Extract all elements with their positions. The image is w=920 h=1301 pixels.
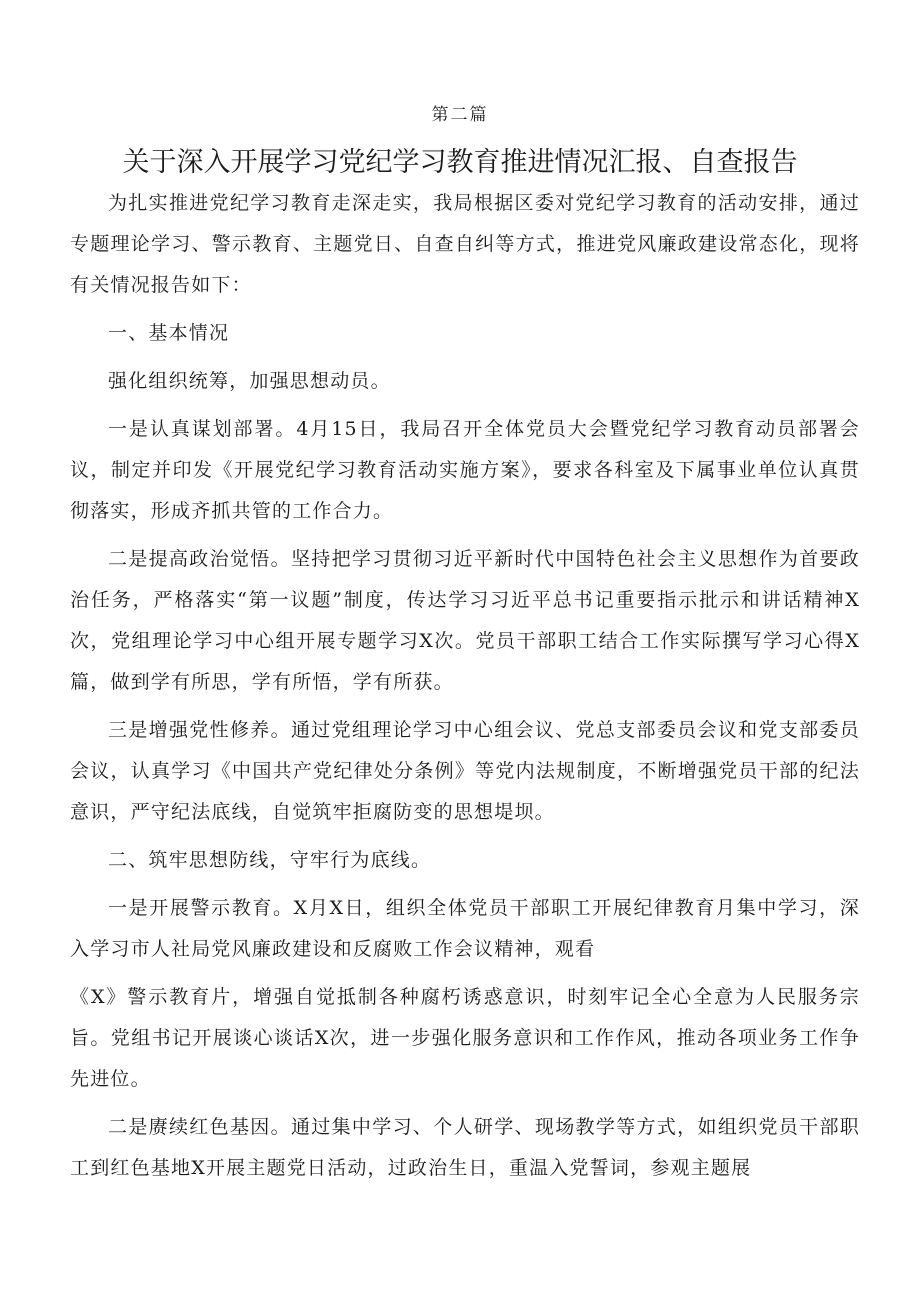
subheading-organization: 强化组织统筹，加强思想动员。: [108, 370, 391, 392]
document-body: [70, 183, 860, 1189]
paragraph-warning-film: 《X》警示教育片，增强自觉抵制各种腐朽诱惑意识，时刻牢记全心全意为人民服务宗旨。党组书记开展谈心谈话X次，进一步强化服务意识和工作作风，推动各项业务工作争先进位。: [70, 986, 860, 1090]
heading-basic-situation: 一、基本情况: [108, 322, 230, 344]
document-title: 关于深入开展学习党纪学习教育推进情况汇报、自查报告: [122, 147, 798, 178]
paragraph-warning-education: 一是开展警示教育。X月X日，组织全体党员干部职工开展纪律教育月集中学习，深入学习市人社局党风廉政建设和反腐败工作会议精神，观看: [70, 897, 860, 960]
paragraph-party-spirit: 三是增强党性修养。通过党组理论学习中心组会议、党总支部委员会议和党支部委员会议，认真学习《中国共产党纪律处分条例》等党内法规制度，不断增强党员干部的纪法意识，严守纪法底线，自觉筑牢拒腐防变的思想堤坝。: [70, 719, 860, 823]
paragraph-red-gene: 二是赓续红色基因。通过集中学习、个人研学、现场教学等方式，如组织党员干部职工到红色基地X开展主题党日活动，过政治生日，重温入党誓词，参观主题展: [70, 1116, 860, 1179]
paragraph-planning: 一是认真谋划部署。4月15日，我局召开全体党员大会暨党纪学习教育动员部署会议，制定并印发《开展党纪学习教育活动实施方案》，要求各科室及下属事业单位认真贯彻落实，形成齐抓共管的工作合力。: [70, 418, 860, 522]
heading-ideological-defense: 二、筑牢思想防线，守牢行为底线。: [108, 849, 432, 871]
paragraph-political-awareness: 二是提高政治觉悟。坚持把学习贯彻习近平新时代中国特色社会主义思想作为首要政治任务，严格落实“第一议题”制度，传达学习习近平总书记重要指示批示和讲话精神X次，党组理论学习中心组开展专题学习X次。党员干部职工结合工作实际撰写学习心得X篇，做到学有所思，学有所悟，学有所获。: [70, 548, 860, 693]
section-label: 第二篇: [431, 105, 489, 125]
intro-paragraph: 为扎实推进党纪学习教育走深走实，我局根据区委对党纪学习教育的活动安排，通过专题理论学习、警示教育、主题党日、自查自纠等方式，推进党风廉政建设常态化，现将有关情况报告如下：: [70, 192, 860, 296]
